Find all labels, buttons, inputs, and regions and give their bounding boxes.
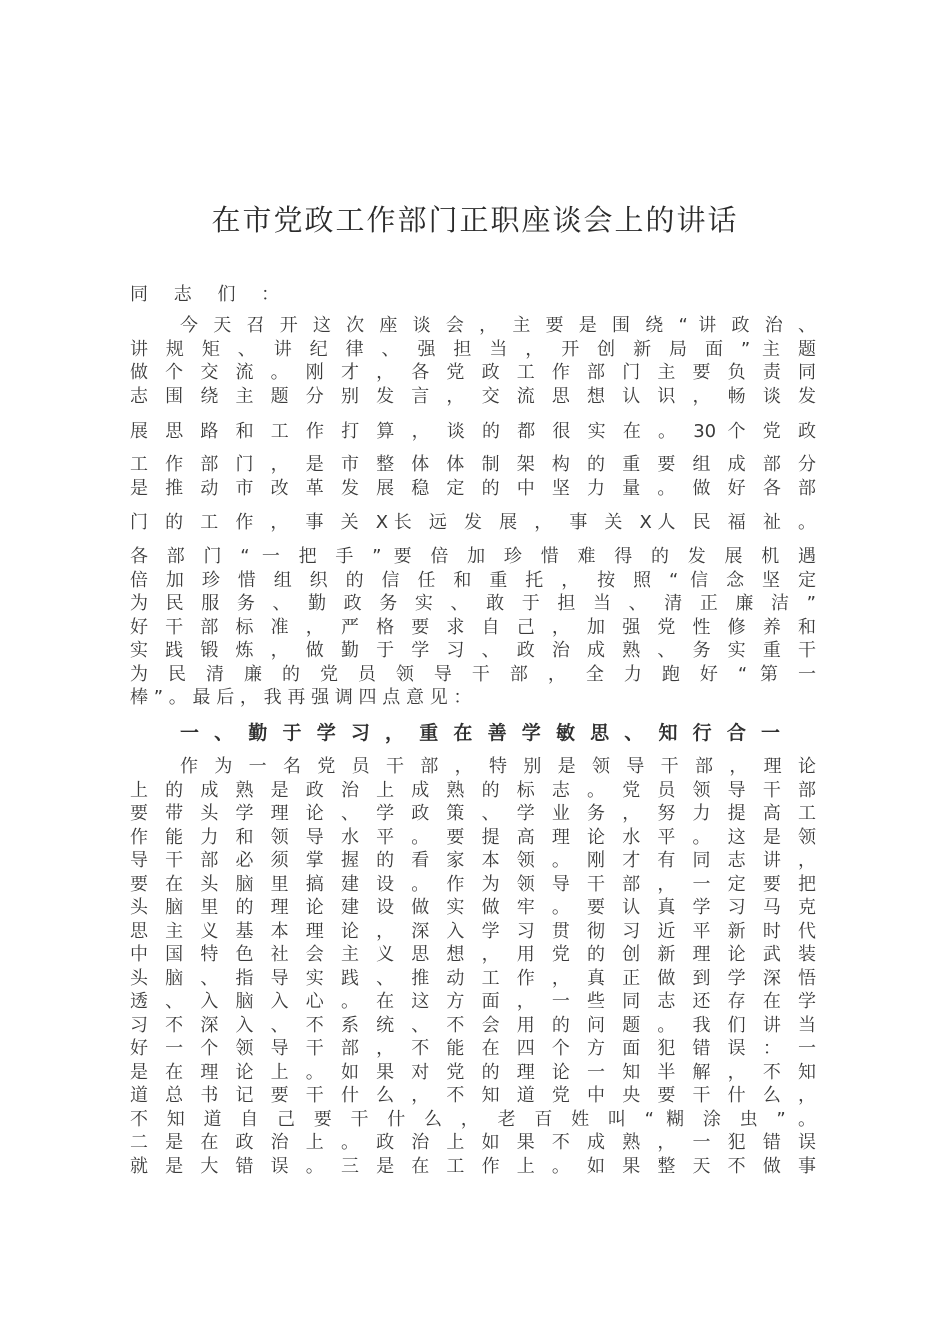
text-line: 是 推 动 市 改 革 发 展 稳 定 的 中 坚 力 量 。 做 好 各 部 bbox=[130, 477, 816, 499]
text-line: 二 是 在 政 治 上 。 政 治 上 如 果 不 成 熟 ， 一 犯 错 误 bbox=[130, 1132, 816, 1153]
intro-paragraph-part-1 bbox=[130, 314, 816, 408]
salutation: 同 志 们 ： bbox=[130, 284, 290, 305]
document-title: 在市党政工作部门正职座谈会上的讲话 bbox=[211, 203, 739, 237]
text-line: 志 围 绕 主 题 分 别 发 言 ， 交 流 思 想 认 识 ， 畅 谈 发 bbox=[130, 385, 816, 407]
intro-paragraph-part-5 bbox=[130, 545, 816, 710]
text-line: 要 带 头 学 理 论 、 学 政 策 、 学 业 务 ， 努 力 提 高 工 bbox=[130, 803, 816, 824]
text-line: 中 国 特 色 社 会 主 义 思 想 ， 用 党 的 创 新 理 论 武 装 bbox=[130, 944, 816, 965]
text-line: 要 在 头 脑 里 搞 建 设 。 作 为 领 导 干 部 ， 一 定 要 把 bbox=[130, 873, 816, 895]
text-line: 上 的 成 熟 是 政 治 上 成 熟 的 标 志 。 党 员 领 导 干 部 bbox=[130, 779, 816, 801]
text-line: 道 总 书 记 要 干 什 么 ， 不 知 道 党 中 央 要 干 什 么 ， bbox=[130, 1085, 816, 1106]
text-line: 展 思 路 和 工 作 打 算 ， 谈 的 都 很 实 在 。 30 个 党 政 bbox=[130, 421, 816, 442]
text-line: 是 在 理 论 上 。 如 果 对 党 的 理 论 一 知 半 解 ， 不 知 bbox=[130, 1061, 816, 1083]
text-line: 工 作 部 门 ， 是 市 整 体 体 制 架 构 的 重 要 组 成 部 分 bbox=[130, 454, 816, 475]
intro-paragraph-part-3 bbox=[130, 453, 816, 500]
text-line: 头 脑 、 指 导 实 践 、 推 动 工 作 ， 真 正 做 到 学 深 悟 bbox=[130, 967, 816, 989]
text-line: 习 不 深 入 、 不 系 统 、 不 会 用 的 问 题 。 我 们 讲 当 bbox=[130, 1014, 816, 1036]
text-line: 棒 ” 。 最 后 ， 我 再 强 调 四 点 意 见 ： bbox=[130, 687, 472, 708]
text-line: 倍 加 珍 惜 组 织 的 信 任 和 重 托 ， 按 照 “ 信 念 坚 定 bbox=[130, 569, 816, 591]
text-line: 思 主 义 基 本 理 论 ， 深 入 学 习 贯 彻 习 近 平 新 时 代 bbox=[130, 920, 816, 942]
text-line: 作 为 一 名 党 员 干 部 ， 特 别 是 领 导 干 部 ， 理 论 bbox=[180, 756, 816, 777]
text-line: 头 脑 里 的 理 论 建 设 做 实 做 牢 。 要 认 真 学 习 马 克 bbox=[130, 897, 816, 918]
text-line: 好 一 个 领 导 干 部 ， 不 能 在 四 个 方 面 犯 错 误 ： 一 bbox=[130, 1038, 816, 1059]
text-line: 不 知 道 自 己 要 干 什 么 ， 老 百 姓 叫 “ 糊 涂 虫 ” 。 bbox=[130, 1108, 816, 1130]
text-line: 门 的 工 作 ， 事 关 X长 远 发 展 ， 事 关 X人 民 福 祉 。 bbox=[130, 512, 816, 533]
text-line: 各 部 门 “ 一 把 手 ” 要 倍 加 珍 惜 难 得 的 发 展 机 遇 bbox=[130, 546, 816, 567]
text-line: 导 干 部 必 须 掌 握 的 看 家 本 领 。 刚 才 有 同 志 讲 ， bbox=[130, 850, 816, 871]
intro-paragraph-part-4 bbox=[130, 511, 816, 535]
text-line: 讲 规 矩 、 讲 纪 律 、 强 担 当 ， 开 创 新 局 面 ” 主 题 bbox=[130, 338, 816, 360]
text-line: 实 践 锻 炼 ， 做 勤 于 学 习 、 政 治 成 熟 、 务 实 重 干 bbox=[130, 640, 816, 661]
text-line: 就 是 大 错 误 。 三 是 在 工 作 上 。 如 果 整 天 不 做 事 bbox=[130, 1155, 816, 1177]
text-line: 透 、 入 脑 入 心 。 在 这 方 面 ， 一 些 同 志 还 存 在 学 bbox=[130, 991, 816, 1012]
text-line: 为 民 清 廉 的 党 员 领 导 干 部 ， 全 力 跑 好 “ 第 一 bbox=[130, 663, 816, 685]
text-line: 好 干 部 标 准 ， 严 格 要 求 自 己 ， 加 强 党 性 修 养 和 bbox=[130, 616, 816, 638]
text-line: 今 天 召 开 这 次 座 谈 会 ， 主 要 是 围 绕 “ 讲 政 治 、 bbox=[180, 315, 816, 336]
intro-paragraph-part-2 bbox=[130, 420, 816, 444]
section-1-paragraph bbox=[130, 755, 816, 1178]
text-line: 做 个 交 流 。 刚 才 ， 各 党 政 工 作 部 门 主 要 负 责 同 bbox=[130, 362, 816, 383]
section-heading-1: 一 、 勤 于 学 习 ， 重 在 善 学 敏 思 、 知 行 合 一 bbox=[180, 722, 780, 744]
text-line: 作 能 力 和 领 导 水 平 。 要 提 高 理 论 水 平 。 这 是 领 bbox=[130, 826, 816, 848]
text-line: 为 民 服 务 、 勤 政 务 实 、 敢 于 担 当 、 清 正 廉 洁 ” bbox=[130, 593, 816, 614]
